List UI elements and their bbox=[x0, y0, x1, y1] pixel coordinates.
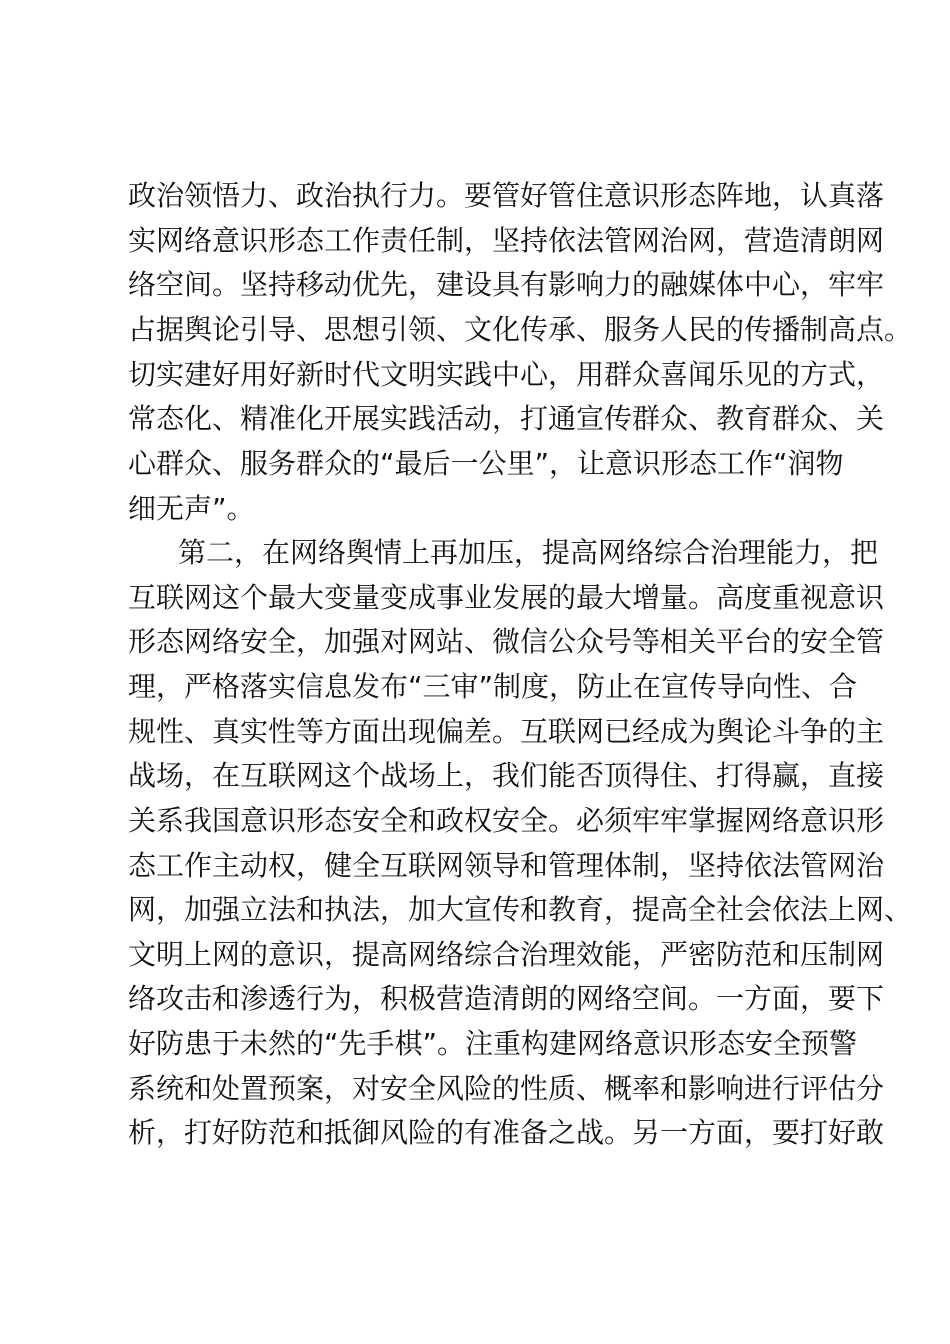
text-line: 形态网络安全，加强对网站、微信公众号等相关平台的安全管 bbox=[128, 625, 885, 658]
text-line: 规性、真实性等方面出现偏差。互联网已经成为舆论斗争的主 bbox=[128, 715, 885, 748]
text-line: 好防患于未然的“先手棋”。注重构建网络意识形态安全预警 bbox=[128, 1027, 858, 1060]
text-line: 系统和处置预案，对安全风险的性质、概率和影响进行评估分 bbox=[128, 1072, 885, 1105]
text-line: 占据舆论引导、思想引领、文化传承、服务人民的传播制高点。 bbox=[128, 313, 913, 346]
text-line: 常态化、精准化开展实践活动，打通宣传群众、教育群众、关 bbox=[128, 402, 885, 435]
text-line: 络攻击和渗透行为，积极营造清朗的网络空间。一方面，要下 bbox=[128, 982, 885, 1015]
text-line: 理，严格落实信息发布“三审”制度，防止在宣传导向性、合 bbox=[128, 670, 858, 703]
text-line: 心群众、服务群众的“最后一公里”，让意识形态工作“润物 bbox=[128, 447, 844, 480]
text-line: 战场，在互联网这个战场上，我们能否顶得住、打得赢，直接 bbox=[128, 759, 885, 792]
text-line: 实网络意识形态工作责任制，坚持依法管网治网，营造清朗网 bbox=[128, 224, 885, 257]
text-line: 互联网这个最大变量变成事业发展的最大增量。高度重视意识 bbox=[128, 581, 885, 614]
text-line: 关系我国意识形态安全和政权安全。必须牢牢掌握网络意识形 bbox=[128, 804, 885, 837]
text-line: 络空间。坚持移动优先，建设具有影响力的融媒体中心，牢牢 bbox=[128, 268, 885, 301]
text-line: 细无声”。 bbox=[128, 492, 255, 525]
text-line: 政治领悟力、政治执行力。要管好管住意识形态阵地，认真落 bbox=[128, 179, 885, 212]
text-line: 第二，在网络舆情上再加压，提高网络综合治理能力，把 bbox=[178, 536, 879, 569]
text-line: 文明上网的意识，提高网络综合治理效能，严密防范和压制网 bbox=[128, 938, 885, 971]
text-line: 析，打好防范和抵御风险的有准备之战。另一方面，要打好敢 bbox=[128, 1116, 885, 1149]
text-line: 态工作主动权，健全互联网领导和管理体制，坚持依法管网治 bbox=[128, 849, 885, 882]
text-line: 网，加强立法和执法，加大宣传和教育，提高全社会依法上网、 bbox=[128, 893, 913, 926]
text-line: 切实建好用好新时代文明实践中心，用群众喜闻乐见的方式， bbox=[128, 358, 885, 391]
